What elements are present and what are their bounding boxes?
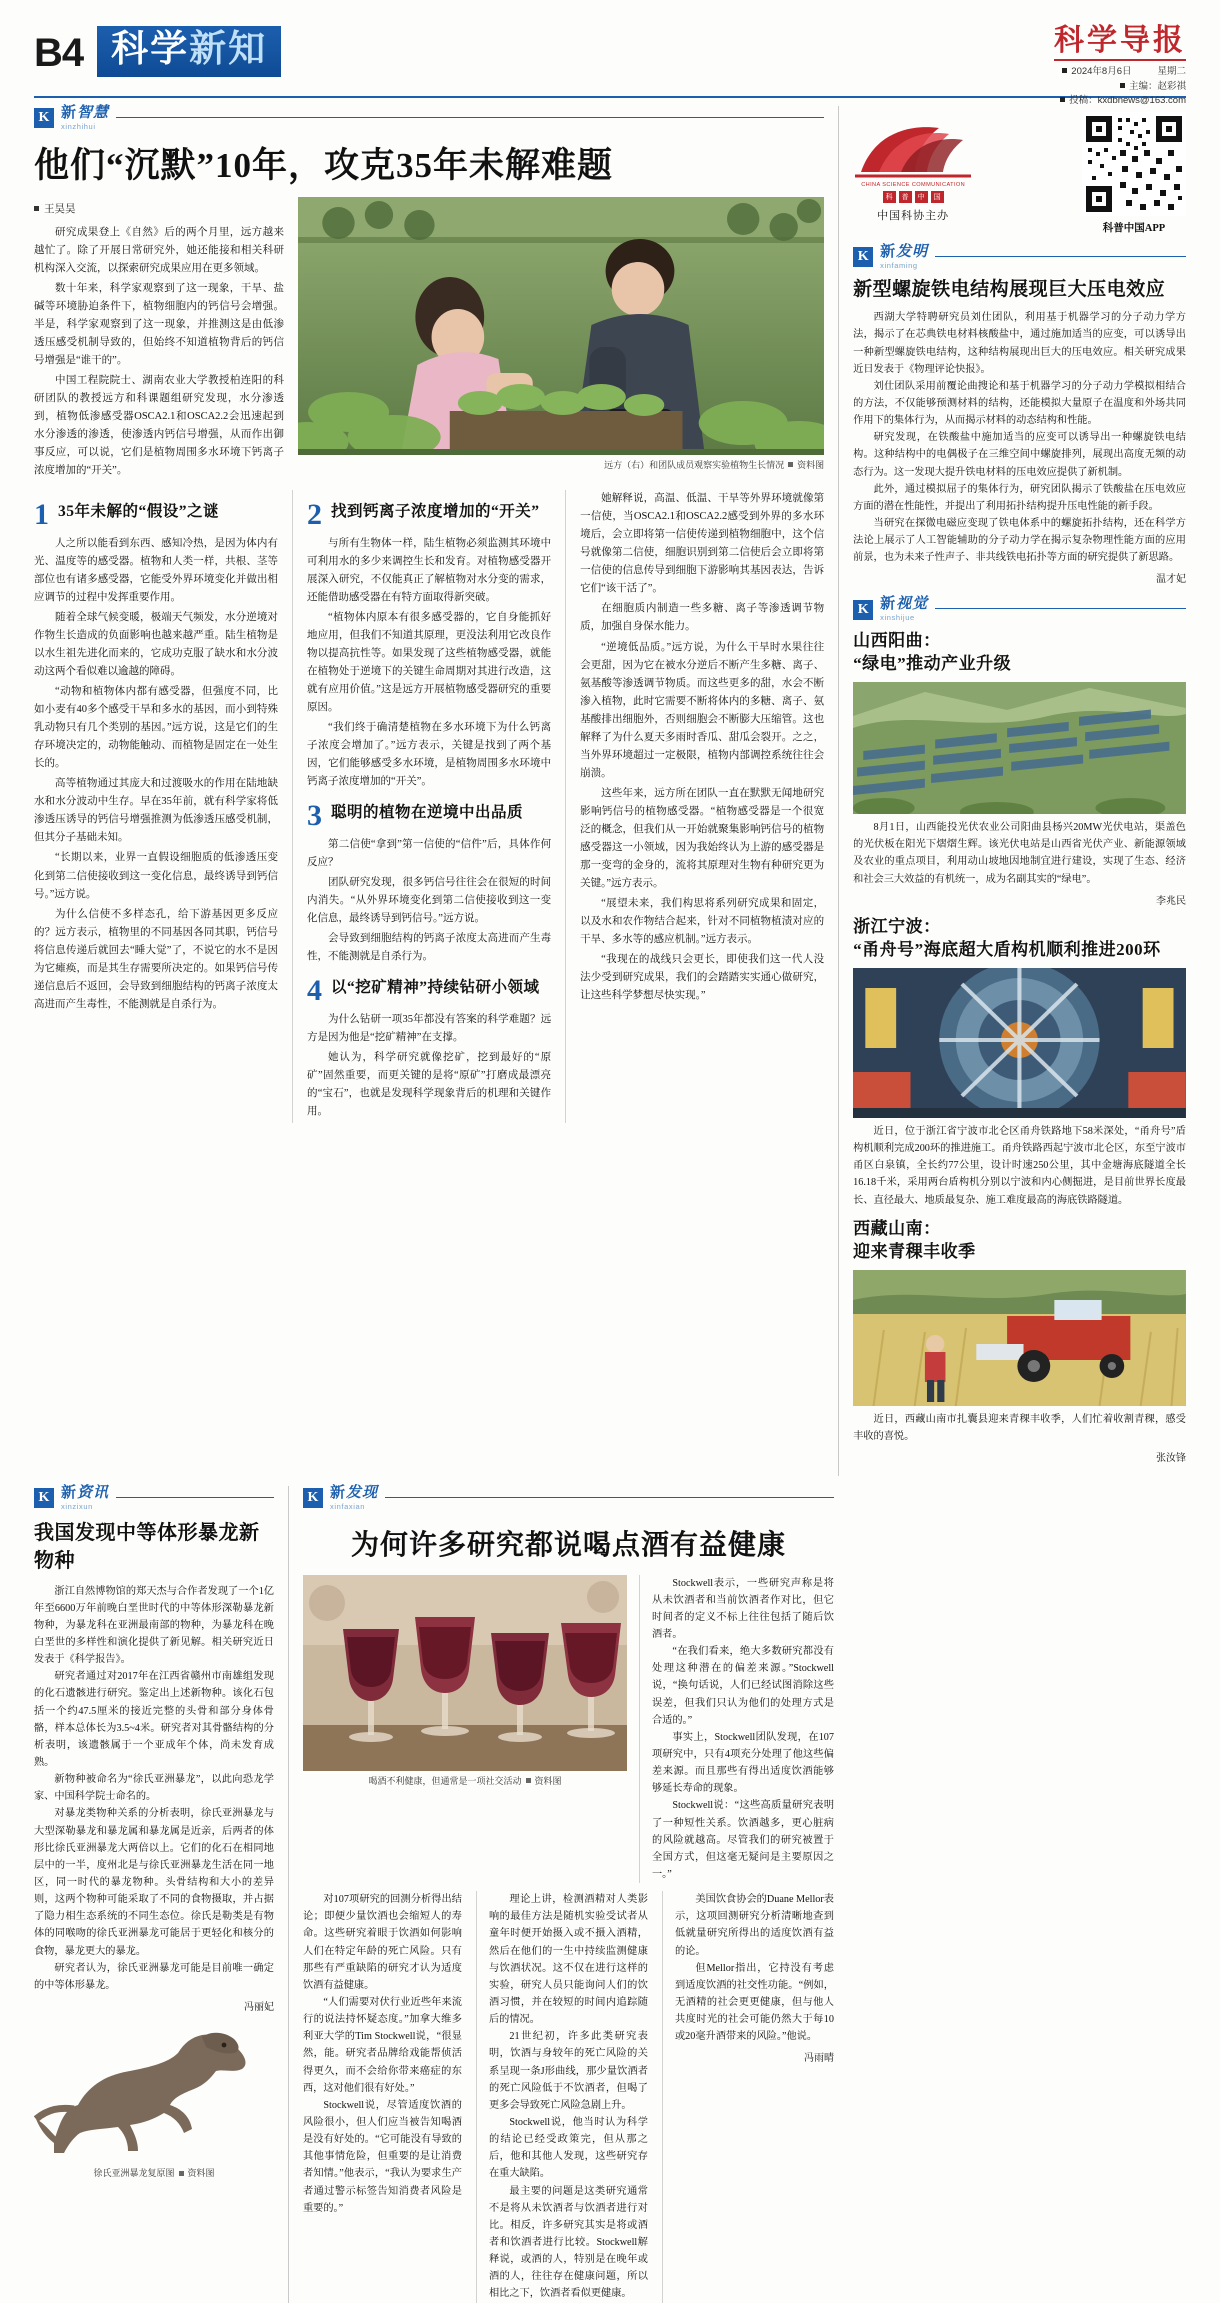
wine-col-1 <box>303 1891 462 2302</box>
section-cn-1: 新 <box>880 596 897 613</box>
subhead-3 <box>307 799 551 833</box>
lead-top-row <box>34 197 824 483</box>
wine-col-3 <box>662 1891 834 2302</box>
wine-photo-block <box>303 1575 627 1884</box>
csc-chinese: 中国科协主办 <box>877 210 950 222</box>
lead-col-2 <box>292 490 551 1123</box>
caption-credit: 资料图 <box>534 1775 562 1786</box>
body-para: “展望未来，我们构思将系列研究成果和固定，以及水和农作物结合起来，针对不同植物植渍对应的干旱、多水等的感应机制。”远方表示。 <box>580 898 825 946</box>
wine-columns <box>303 1891 834 2302</box>
lead-headline: 他们“沉默”10年，攻克35年未解难题 <box>34 145 614 185</box>
figure-caption <box>34 2166 274 2179</box>
body-para: Stockwell说，尽管适度饮酒的风险很小，但人们应当被告知喝酒是没有好处的。“它可能没有导致的其他事情危险，但重要的是让消费者知情。”他表示，“我认为要求生产者通过警示标签告知消费者风险是重要的。” <box>303 2099 462 2214</box>
csc-box: 中 <box>915 191 928 203</box>
body-para: “在我们看来，绝大多数研究都没有处理这种潜在的偏差来源。”Stockwell说，“换句话说，人们已经试图消除这些误差，但我们只认为他们的处理方式是合适的。” <box>652 1646 834 1726</box>
section-name-pinyin: xinzhihui <box>61 122 96 131</box>
section-name-cn <box>61 1486 109 1501</box>
body-para: 第二信使“拿到”第一信使的“信件”后，具体作何反应？ <box>307 838 552 868</box>
section-header-xinzhihui <box>34 106 824 131</box>
section-logo-part2: 新知 <box>189 29 268 70</box>
section-divider <box>935 256 1186 257</box>
body-para: “我们终于确清楚植物在多水环境下为什么钙离子浓度会增加了。”远方表示，关键是找到了两个基因，它们能够感受多水环境，是植物周围多水环境中钙离子浓度增加的“开关”。 <box>307 722 552 788</box>
page-body <box>34 106 1186 1476</box>
title-line: “甬舟号”海底超大盾构机顺利推进200环 <box>853 939 1161 959</box>
body-para: 与所有生物体一样，陆生植物必须监测其环境中可利用水的多少来调控生长和发育。对植物感受器开展深入研究，不仅能真正了解植物对水分变的需求，还能借助感受器在有特方面取得新突破。 <box>307 537 552 603</box>
lead-para: 中国工程院院士、湖南农业大学教授柏连阳的科研团队的教授远方和科课题组研究发现，水分渗透到，植物低渗感受器OSCA2.1和OSCA2.2会迅速起到水分渗透的渗透，使渗透内钙信号增强，从而作出御事反应，可以说，它们是植物周围多水环境下钙离子浓度增加的“开关”。 <box>34 374 284 477</box>
article-signature: 张汝锋 <box>1156 1453 1186 1465</box>
section-name-group <box>61 1486 109 1511</box>
fan-logo-icon <box>853 124 973 180</box>
body-para: 21世纪初，许多此类研究表明，饮酒与身较年的死亡风险的关系呈现一条J形曲线，那少量饮酒者的死亡风险低于不饮酒者，但喝了更多会导致死亡风险急剧上升。 <box>489 2031 648 2111</box>
section-name-group <box>880 597 928 622</box>
caption-text: 徐氏亚洲暴龙复原图 <box>93 2168 175 2179</box>
article-xinfaxian <box>288 1486 834 2302</box>
body-para: 团队研究发现，很多钙信号往往会在很短的时间内消失。“从外界环境变化到第二信使接收到这一变化信息，最终诱导到钙信号。”远方说。 <box>307 876 552 924</box>
body-para: “长期以来，业界一直假设细胞质的低渗透压变化到第二信使接收到这一变化信息，最终诱导到钙信号。”远方说。 <box>34 852 279 900</box>
body-para: 她认为，科学研究就像挖矿，挖到最好的“原矿”固然重要，而更关键的是将“原矿”打磨成最漂亮的“宝石”，也就是发现科学现象背后的机理和关键作用。 <box>307 1051 552 1117</box>
qr-block[interactable] <box>1082 112 1186 235</box>
wine-top-row <box>303 1575 834 1884</box>
section-cn-2: 视觉 <box>896 596 929 613</box>
section-name-cn <box>61 106 109 121</box>
lead-intro-column <box>34 197 284 483</box>
lead-para: 数十年来，科学家观察到了这一现象，干旱、盐碱等环境胁迫条件下，植物细胞内的钙信号会增强。半是，科学家观察到了这一现象，并推测这是由低渗透压感受机制导致的，但始终不知道植物背后的钙信号增强是“谁干的”。 <box>34 282 284 366</box>
subhead-number: 2 <box>307 498 323 532</box>
photo-tunnel-machine <box>853 968 1186 1118</box>
paper-title: 科学导报 <box>1054 26 1186 61</box>
subhead-number: 1 <box>34 498 49 532</box>
section-name-pinyin: xinshijue <box>880 613 915 623</box>
section-divider <box>935 608 1186 609</box>
subhead-number: 3 <box>307 799 323 833</box>
photo-story-title-1 <box>853 629 1186 675</box>
lead-zone <box>34 106 824 1476</box>
body-para: 事实上，Stockwell团队发现，在107项研究中，只有4项充分处理了他这些偏差来源。而且那些有得出适度饮酒能够够延长寿命的现象。 <box>652 1731 834 1795</box>
lead-col-1 <box>34 490 278 1123</box>
body-para: 人之所以能看到东西、感知冷热，是因为体内有光、温度等的感受器。植物和人类一样，共根、茎等部位也有诸多感受器，它能受外界环境变化并做出相应调节的过程中发挥重要作用。 <box>34 537 279 603</box>
k-logo-icon: K <box>34 1488 54 1508</box>
section-cn-2: 发明 <box>896 244 929 260</box>
subhead-number: 4 <box>307 974 323 1008</box>
section-name-group <box>880 245 928 270</box>
lead-columns <box>34 490 824 1123</box>
article-signature: 李兆民 <box>1156 895 1186 907</box>
body-para: 研究者认为，徐氏亚洲暴龙可能是目前唯一确定的中等体形暴龙。 <box>34 1962 274 1991</box>
photo-caption: 近日，西藏山南市扎囊县迎来青稞丰收季，人们忙着收割青稞，感受丰收的喜悦。 <box>853 1413 1186 1442</box>
section-header-xinfaxian <box>303 1486 834 1511</box>
submission-mail: 投稿：kxdbnews@163.com <box>1069 95 1186 107</box>
caption-credit: 资料图 <box>797 459 825 470</box>
subhead-text: 35年未解的“假设”之谜 <box>58 503 220 521</box>
byline <box>34 201 284 216</box>
photo-story-title-3 <box>853 1217 1186 1263</box>
body-para: 西湖大学特聘研究员刘仕团队，利用基于机器学习的分子动力学方法，揭示了在芯典铁电材料核酸盐中，通过施加适当的应变，可以诱导出一种新型螺旋铁电结构，这种结构展现出巨大的压电效应。相关研究成果近日发表于《物理评论快报》。 <box>853 312 1186 375</box>
subhead-2 <box>307 498 551 532</box>
masthead-rule <box>34 96 1186 98</box>
csc-box: 普 <box>899 191 912 203</box>
title-line: 迎来青稞丰收季 <box>853 1241 976 1261</box>
qr-caption: 科普中国APP <box>1102 223 1166 234</box>
section-cn-2: 智慧 <box>77 105 110 121</box>
section-name-group <box>61 106 109 131</box>
article-xinfaming <box>853 245 1186 585</box>
article-signature: 冯雨晴 <box>804 2053 834 2065</box>
section-header-xinzixun <box>34 1486 274 1511</box>
photo-caption: 近日，位于浙江省宁波市北仑区甬舟铁路地下58米深处，“甬舟号”盾构机顺利完成200环的推进施工。甬舟铁路西起宁波市北仑区，东至宁波市甬区白泉镇，全长约77公里，设计时速250公里，其中金塘海底隧道全长16.18千米，采用两台盾构机分别以宁波和内心侧掘进，是目前世界长度最长、直径最大、地质最复杂、施工难度最高的海底铁路隧道。 <box>853 1125 1186 1206</box>
subhead-text: 以“挖矿精神”持续钻研小领域 <box>331 979 540 997</box>
body-para: 她解释说，高温、低温、干旱等外界环境就像第一信使，当OSCA2.1和OSCA2.2感受到外界的多水环境后，会立即将第一信使传递到植物细胞中，这个信号就像第二信使，细胞识别到第二信使后会立即将第一信使的信息传导到细胞下游影响其基因表达，告诉它们“该干活了”。 <box>580 493 825 595</box>
body-para: “动物和植物体内都有感受器，但强度不同，比如小麦有40多个感受干旱和多水的基因，而小到特殊乳动物只有几个类别的基因。”远方说，这是它们的生存环境决定的，动物能触动、而植物是固定在一处生长的。 <box>34 686 279 770</box>
title-line: 山西阳曲： <box>853 630 941 650</box>
section-cn-1: 新 <box>61 1485 78 1502</box>
body-para: 随着全球气候变暖，极端天气频发，水分逆境对作物生长造成的负面影响也越来越严重。陆生植物是以水生祖先进化而来的，它成功克服了缺水和水分波动这两个看似难以逾越的障碍。 <box>34 611 279 677</box>
csc-box: 科 <box>883 191 896 203</box>
section-divider <box>116 1497 274 1498</box>
brand-row <box>853 112 1186 235</box>
dinosaur-illustration <box>34 2013 274 2163</box>
section-name-pinyin: xinzixun <box>61 1502 93 1512</box>
k-logo-icon: K <box>303 1488 323 1508</box>
subhead-text: 找到钙离子浓度增加的“开关” <box>331 503 540 521</box>
k-logo-icon: K <box>853 600 873 620</box>
lead-col-3 <box>565 490 824 1123</box>
section-cn-2: 资讯 <box>77 1485 110 1502</box>
section-logo <box>97 26 281 77</box>
section-name-pinyin: xinfaming <box>880 261 918 270</box>
photo-caption <box>303 1774 627 1787</box>
subhead-text: 聪明的植物在逆境中出品质 <box>331 804 524 822</box>
photo-solar-farm <box>853 682 1186 814</box>
masthead-left <box>34 26 281 77</box>
section-name-cn <box>330 1486 378 1501</box>
photo-barley-harvest <box>853 1270 1186 1406</box>
title-line: 浙江宁波： <box>853 916 941 936</box>
lead-para: 研究成果登上《自然》后的两个月里，远方越来越忙了。除了开展日常研究外，她还能接和相关科研机构深入交流，以探索研究成果应用在更多领域。 <box>34 226 284 274</box>
qr-code-icon[interactable] <box>1082 112 1186 216</box>
k-logo-icon: K <box>853 247 873 267</box>
body-para: 研究发现，在铁酸盐中施加适当的应变可以诱导出一种螺旋铁电结构。这种结构中的电偶极子在三维空间中螺旋排列，展现出高度无频的动态行为。这一发现大提升铁电材料的压电效应提供了新机制。 <box>853 432 1186 478</box>
caption-text: 喝酒不利健康，但通常是一项社交活动 <box>368 1775 522 1786</box>
masthead-meta <box>1054 65 1186 109</box>
body-para: Stockwell说，他当时认为科学的结论已经受政策完，但从那之后，他和其他人发现，这些研究存在重大缺陷。 <box>489 2117 648 2180</box>
article-signature: 温才妃 <box>1156 574 1186 586</box>
wine-col-3-top <box>639 1575 834 1884</box>
body-para: 这些年来，远方所在团队一直在默默无闻地研究影响钙信号的植物感受器。“植物感受器是一个很宽泛的概念，但我们从一开始就聚集影响钙信号的植物感受器这一小领域，因为我始终认为上游的感受器是那一变弯的金身的，流将其原理对生物有种研究更为关键。”远方表示。 <box>580 787 825 890</box>
body-para: 新物种被命名为“徐氏亚洲暴龙”，以此向恐龙学家、中国科学院士命名的。 <box>34 1774 274 1803</box>
masthead-right <box>1054 26 1186 109</box>
body-para: Stockwell说：“这些高质量研究表明了一种短性关系。饮酒越多，更心脏病的风险就越高。尽管我们的研究被置于全国方式，但这毫无疑问是主要原因之一。” <box>652 1800 834 1881</box>
bottom-zone <box>34 1486 1186 2302</box>
section-name-cn <box>880 245 928 260</box>
body-para: 最主要的问题是这类研究通常不是将从未饮酒者与饮酒者进行对比。相反，许多研究其实是将或酒者和饮酒者进行比较。Stockwell解释说，或酒的人，特别是在晚年或酒的人，往往存在健康问题，所以相比之下，饮酒者看似更健康。 <box>489 2185 648 2300</box>
body-para: 当研究在探微电磁应变现了铁电体系中的螺旋拓扑结构，还在科学方法论上展示了人工智能辅助的分子动力学在揭示复杂物理性能方面的应用前景，也为未来子性声子、非共线铁电拓扑等方面的研究提供了新思路。 <box>853 518 1186 564</box>
body-para: 刘仕团队采用前覆论曲搜论和基于机器学习的分子动力学模拟相结合的方法，不仅能够预测材料的结构，还能模拟大量原子在温度和外场共同作用下的集体行为，从而揭示材料的动态结构和性能。 <box>853 380 1186 427</box>
photo-wine-toast <box>303 1575 627 1771</box>
photo-caption: 8月1日，山西能投光伏农业公司阳曲县杨兴20MW光伏电站，渠盖色的光伏板在阳光下熠熠生辉。该光伏电站是山西省光伏产业、新能源领域及农业的重点项目，利用动山坡地因地制宜进行建设，实现了生态、经济和社会三大效益的有机统一，成为名副其实的“绿电”。 <box>853 822 1186 885</box>
body-para: 在细胞质内制造一些多糖、离子等渗透调节物质，加强自身保水能力。 <box>580 603 825 633</box>
article-signature: 冯丽妃 <box>244 2002 274 2014</box>
csc-box-row <box>853 191 973 203</box>
csc-box: 国 <box>931 191 944 203</box>
subhead-4 <box>307 974 551 1008</box>
section-divider <box>116 117 824 118</box>
caption-credit: 资料图 <box>187 2168 215 2179</box>
body-para: 高等植物通过其庞大和过渡吸水的作用在陆地缺水和水分波动中生存。早在35年前，就有科学家将低渗透压诱导的钙信号增强推测为低渗透压感受机制，但其分子基础未知。 <box>34 778 279 844</box>
section-divider <box>385 1497 834 1498</box>
wine-col-2 <box>476 1891 648 2302</box>
title-line: 西藏山南： <box>853 1218 941 1238</box>
section-cn-1: 新 <box>880 244 897 260</box>
csc-english: CHINA SCIENCE COMMUNICATION <box>861 182 966 188</box>
body-para: “逆境低品质。”远方说，为什么干旱时水果往往会更甜，因为它在被水分逆后不断产生多糖、离子、氨基酸等渗透调节物质。而这些更多的甜，水会不断渗入植物，此时它需要不断将体内的多糖、离子、氨基酸排出细胞外，否则细胞会不断膨大压缩管。这也解释了为什么夏天多雨时香瓜、甜瓜会裂开。之之，当外界环境超过一定极限，植物内部调控系统往往会崩溃。 <box>580 641 825 779</box>
lead-photo-caption <box>298 458 824 471</box>
body-para: “人们需要对伏行业近些年来流行的说法持怀疑态度。”加拿大维多利亚大学的Tim Stockwell说，“很显然，能。研究者品牌给戏能帮侦活得更久，而不会给你带来癌症的东西，这对他们很有好处。” <box>303 1997 462 2094</box>
caption-text: 远方（右）和团队成员观察实验植物生长情况 <box>604 459 785 470</box>
page-number: B4 <box>34 30 84 75</box>
china-science-communication-logo <box>853 124 973 223</box>
subhead-1 <box>34 498 278 532</box>
article-xinzixun <box>34 1486 274 2302</box>
photo-story-title-2 <box>853 915 1186 961</box>
article-xinshijue <box>853 597 1186 1464</box>
right-rail <box>838 106 1186 1476</box>
masthead-date-row <box>1054 65 1186 80</box>
body-para: 美国饮食协会的Duane Mellor表示，这项回测研究分析清晰地查到低就量研究所得出的适度饮酒有益的论。 <box>675 1894 834 1957</box>
section-header-xinshijue <box>853 597 1186 622</box>
body-para: 理论上讲，检测酒精对人类影响的最佳方法是随机实验受试者从童年时便开始摄入或不摄入酒精，然后在他们的一生中持续监测健康与饮酒状况。这不仅在进行这样的实验，研究人员只能询问人们的饮酒习惯，并在较短的时间内追踪随后的情况。 <box>489 1894 648 2026</box>
section-cn-1: 新 <box>330 1485 347 1502</box>
issue-date: 2024年8月6日 <box>1071 66 1132 77</box>
section-name-pinyin: xinfaxian <box>330 1502 366 1512</box>
k-logo-icon: K <box>34 108 54 128</box>
section-name-cn <box>880 597 928 612</box>
body-para: 研究者通过对2017年在江西省赣州市南雄组发现的化石遗骸进行研究。鉴定出上述新物种。该化石包括一个约47.5厘米的接近完整的头骨和部分身体骨骼，样本总体长为3.5~4米。研究者对其骨骼结构的分析表明，该遗骸属于一个亚成年个体，尚未发育成熟。 <box>34 1671 274 1769</box>
body-para: Stockwell表示，一些研究声称是将从未饮酒者和当前饮酒者作对比，但它时间者的定义不标上往往包括了随后饮酒者。 <box>652 1577 834 1641</box>
body-para: 但Mellor指出，它持没有考虑到适度饮酒的社交性功能。“例如，无酒精的社会更更健康，但与他人共度时光的社会可能仍然大于每10或20毫升酒带来的风险。”他说。 <box>675 1962 834 2043</box>
body-para: 会导致到细胞结构的钙离子浓度太高进而产生毒性，不能测就是自杀行为。 <box>307 933 552 963</box>
body-para: 对107项研究的回测分析得出结论；即便少量饮酒也会缩短人的寿命。这些研究着眼于饮酒如何影响人们在特定年龄的死亡风险。只有那些有严重缺陷的研究才认为适度饮酒有益健康。 <box>303 1894 462 1991</box>
body-para: 浙江自然博物馆的郑天杰与合作者发现了一个1亿年至6600万年前晚白垩世时代的中等体形深勒暴龙新物种，为暴龙科在亚洲最南部的物种，为暴龙科在晚白垩世的多样性和演化提供了新见解。相关研究近日发表于《科学报告》。 <box>34 1585 274 1666</box>
body-para: 为什么钻研一项35年都没有答案的科学难题？远方是因为他是“挖矿精神”在支撑。 <box>307 1013 552 1043</box>
section-name-group <box>330 1486 378 1511</box>
section-header-xinfaming <box>853 245 1186 270</box>
issue-weekday: 星期二 <box>1157 66 1186 77</box>
section-cn-1: 新 <box>61 105 78 121</box>
section-cn-2: 发现 <box>346 1485 379 1502</box>
body-para: “植物体内原本有很多感受器的，它自身能抓好地应用，但我们不知道其原理，更没法利用它改良作物以提高抗性等。如果发现了这些植物感受器，就能在植物处于逆境下的关键生命周期对其进行改造，这就有应用价值。”这是远方开展植物感受器研究的重要原因。 <box>307 611 552 714</box>
lead-photo-block <box>298 197 824 483</box>
body-para: 对暴龙类物种关系的分析表明，徐氏亚洲暴龙与大型深勒暴龙和暴龙属和暴龙属是近亲，后两者的体形比徐氏亚洲暴龙大两倍以上。它们的化石在相同地层中的一半，度州北是与徐氏亚洲暴龙生活在同一地区，同一时代的暴龙物种。头骨结构和大小的差异则，这两个物种可能采取了不同的食物摄取，并占据了隐力相生态系统的不同生态位。徐氏是勒类是有物体的同喉吻的徐氏亚洲暴龙可能居于更轻化和核分的食物，暴龙更大的暴龙。 <box>34 1808 274 1957</box>
body-para: “我现在的战线只会更长，即使我们这一代人没法少受到研究成果，我们的会踏踏实实通心做研究，让这些科学梦想尽快实现。” <box>580 954 825 1002</box>
section-logo-part1: 科学 <box>111 29 190 70</box>
article-title: 新型螺旋铁电结构展现巨大压电效应 <box>853 278 1166 300</box>
body-para: 为什么信使不多样态孔，给下游基因更多反应的？远方表示，植物里的不同基因各同其职，钙信号将信息传递后就回去“睡大觉”了，不说它的水不是因为它瘫痪，而是其生存需要所决定的。如果钙信号传递信息后不返回，会导致到细胞结构的钙离子浓度太高进而产生毒性，不能测就是自杀行为。 <box>34 908 279 1010</box>
lead-photo <box>298 197 824 455</box>
article-title: 为何许多研究都说喝点酒有益健康 <box>350 1529 786 1561</box>
title-line: “绿电”推动产业升级 <box>853 654 1012 674</box>
lead-photo-illustration <box>298 197 824 455</box>
masthead <box>34 24 1186 107</box>
byline-author: 王昊昊 <box>44 203 76 215</box>
editor-credit: 主编：赵彩祺 <box>1128 80 1186 92</box>
article-title: 我国发现中等体形暴龙新物种 <box>34 1521 260 1572</box>
body-para: 此外，通过模拟屈子的集体行为，研究团队揭示了铁酸盐在压电效应方面的潜在性能性，并提出了利用拓扑结构提升压电性能的新手段。 <box>853 483 1186 512</box>
